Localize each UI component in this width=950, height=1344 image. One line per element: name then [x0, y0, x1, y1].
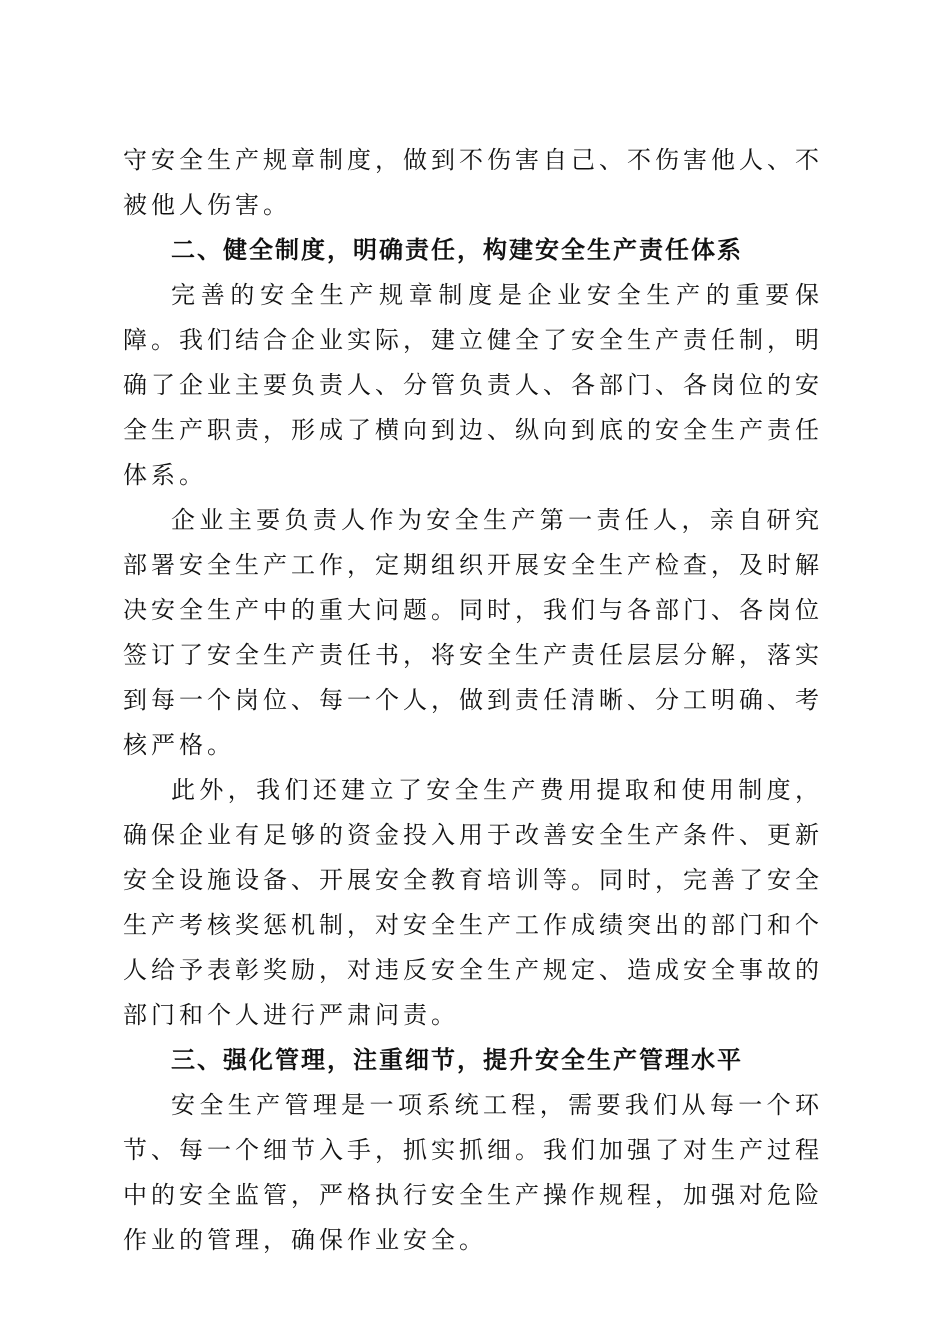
paragraph: 安全生产管理是一项系统工程，需要我们从每一个环节、每一个细节入手，抓实抓细。我们加强了对生产过程中的安全监管，严格执行安全生产操作规程，加强对危险作业的管理，确保作业安全。 — [123, 1091, 823, 1254]
paragraph: 此外，我们还建立了安全生产费用提取和使用制度，确保企业有足够的资金投入用于改善安全生产条件、更新安全设施设备、开展安全教育培训等。同时，完善了安全生产考核奖惩机制，对安全生产工作成绩突出的部门和个人给予表彰奖励，对违反安全生产规定、造成安全事故的部门和个人进行严肃问责。 — [123, 776, 823, 1029]
paragraph-continuation: 守安全生产规章制度，做到不伤害自己、不伤害他人、不被他人伤害。 — [123, 146, 823, 219]
document-body — [123, 138, 823, 1263]
section-heading-3: 三、强化管理，注重细节，提升安全生产管理水平 — [171, 1046, 743, 1074]
paragraph: 企业主要负责人作为安全生产第一责任人，亲自研究部署安全生产工作，定期组织开展安全生产检查，及时解决安全生产中的重大问题。同时，我们与各部门、各岗位签订了安全生产责任书，将安全生产责任层层分解，落实到每一个岗位、每一个人，做到责任清晰、分工明确、考核严格。 — [123, 506, 823, 759]
paragraph: 完善的安全生产规章制度是企业安全生产的重要保障。我们结合企业实际，建立健全了安全生产责任制，明确了企业主要负责人、分管负责人、各部门、各岗位的安全生产职责，形成了横向到边、纵向到底的安全生产责任体系。 — [123, 281, 823, 489]
section-heading-2: 二、健全制度，明确责任，构建安全生产责任体系 — [171, 236, 743, 264]
